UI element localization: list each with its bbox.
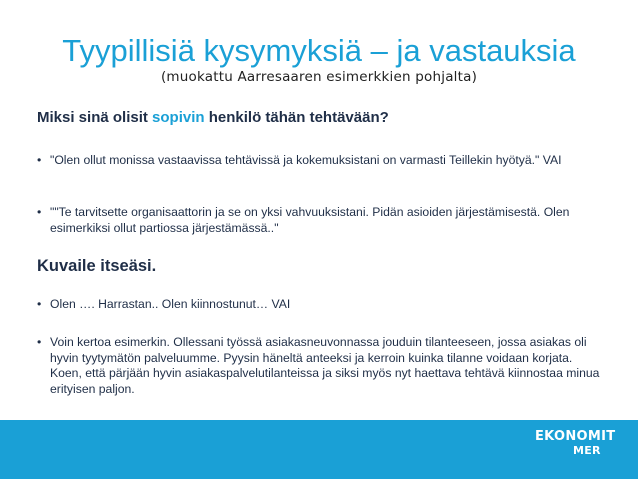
section1-heading-before: Miksi sinä olisit [37, 109, 153, 126]
section1-heading [37, 108, 389, 128]
section1-heading-accent: sopivin [152, 109, 205, 126]
logo-line2: MER [573, 444, 601, 457]
slide-title: Tyypillisiä kysymyksiä – ja vastauksia [62, 33, 576, 68]
logo-line1: EKONOMIT [535, 429, 616, 444]
bullet-text: Voin kertoa esimerkin. Ollessani työssä asiakasneuvonnassa jouduin tilanteeseen, jossa asiakas oli hyvin tyytymätön palveluumme. Pyysin häneltä anteeksi ja kerroin kuinka tilanne voidaan korjata. Koen, että pärjään hyvin asiakaspalvelutilanteissa ja siksi myös nyt haettava tehtävä kiinnostaa minua erityisen paljon. [50, 335, 600, 396]
bullet-marker: • [37, 153, 42, 167]
slide-subtitle: (muokattu Aarresaaren esimerkkien pohjalta) [160, 69, 478, 85]
section2-heading: Kuvaile itseäsi. [37, 257, 157, 275]
bullet-item [37, 335, 607, 397]
bullet-marker: • [37, 335, 42, 349]
bullet-item [37, 297, 607, 313]
bullet-text: ""Te tarvitsette organisaattorin ja se on yksi vahvuuksistani. Pidän asioiden järjestämisestä. Olen esimerkiksi ollut partiossa järjestämässä.." [50, 205, 570, 235]
bullet-text: "Olen ollut monissa vastaavissa tehtävissä ja kokemuksistani on varmasti Teillekin hyötyä." VAI [50, 153, 562, 167]
ekonomit-logo [535, 429, 625, 457]
bullet-marker: • [37, 297, 42, 311]
section1-heading-after: henkilö tähän tehtävään? [204, 109, 389, 126]
bullet-text: Olen …. Harrastan.. Olen kiinnostunut… VAI [50, 297, 291, 311]
bullet-item [37, 205, 607, 236]
bullet-marker: • [37, 205, 42, 219]
bullet-item [37, 153, 607, 169]
